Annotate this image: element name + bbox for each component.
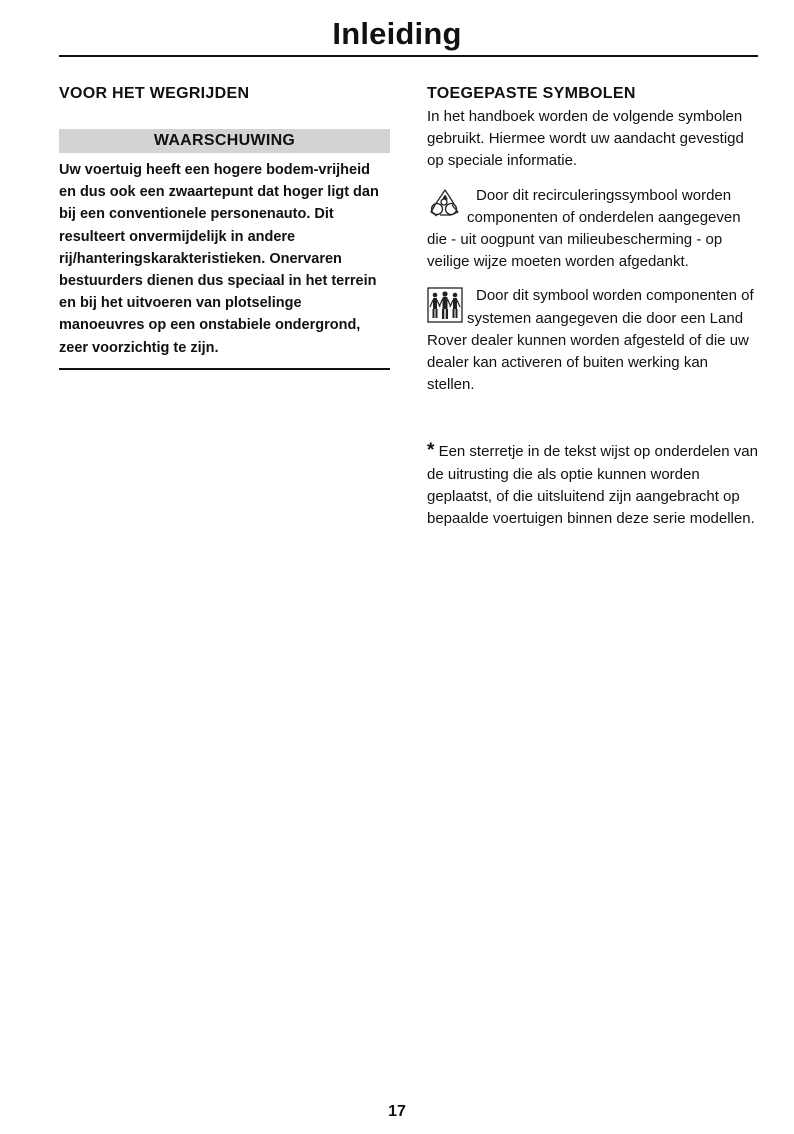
page-title: Inleiding: [332, 16, 462, 51]
asterisk-note-paragraph: [427, 441, 758, 530]
title-divider: [59, 55, 758, 57]
asterisk-note-text: Een sterretje in de tekst wijst op onderdelen van de uitrusting die als optie kunnen worden geplaatst, of die uitsluitend zijn aangebracht op bepaalde voertuigen binnen deze serie modellen.: [427, 443, 758, 528]
recycle-icon: [427, 187, 463, 223]
section-heading-toegepaste-symbolen: TOEGEPASTE SYMBOLEN: [427, 85, 636, 102]
right-column: [427, 84, 758, 530]
dealer-symbol-paragraph: [427, 285, 758, 396]
dealer-technicians-icon: [427, 287, 463, 323]
recycle-symbol-text: Door dit recirculeringssymbool worden componenten of onderdelen aangegeven die - uit oogpunt van milieubescherming - op veilige wijze moeten worden afgedankt.: [427, 186, 741, 271]
asterisk-mark: *: [427, 440, 435, 462]
warning-header: WAARSCHUWING: [59, 129, 390, 153]
recycle-symbol-paragraph: [427, 185, 758, 274]
dealer-symbol-text: Door dit symbool worden componenten of systemen aangegeven die door een Land Rover dealer kunnen worden afgesteld of die uw dealer kan activeren of buiten werking kan stellen.: [427, 287, 754, 394]
warning-divider: [59, 368, 390, 370]
symbols-intro-text: In het handboek worden de volgende symbolen gebruikt. Hiermee wordt uw aandacht gevestigd op speciale informatie.: [427, 108, 744, 170]
section-heading-voor-het-wegrijden: VOOR HET WEGRIJDEN: [59, 85, 250, 102]
page-number: 17: [388, 1103, 406, 1120]
left-column: [59, 84, 390, 370]
warning-text: Uw voertuig heeft een hogere bodem-vrijheid en dus ook een zwaartepunt dat hoger ligt dan bij een conventionele personenauto. Dit resulteert onvermijdelijk in andere rij/hanteringskarakteristieken. Onervaren bestuurders dienen dus speciaal in het terrein en bij het uitvoeren van plotselinge manoeuvres op een onstabiele ondergrond, zeer voorzichtig te zijn.: [59, 162, 379, 356]
